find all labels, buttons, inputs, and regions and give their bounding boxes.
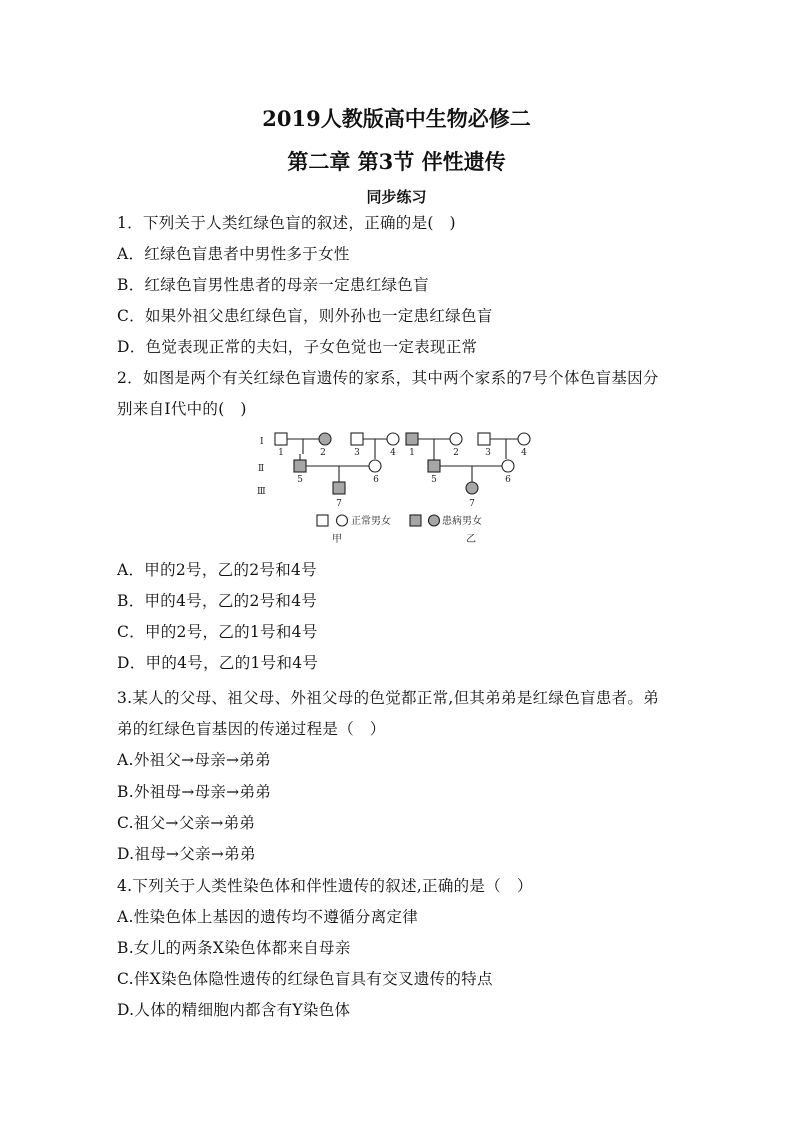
- individual-number: 5: [431, 475, 437, 485]
- question-3-stem-line-2: 弟的红绿色盲基因的传递过程是（ ）: [117, 720, 386, 738]
- section-title: 同步练习: [366, 188, 427, 206]
- male-affected-symbol: [333, 482, 345, 494]
- individual-number: 3: [354, 448, 360, 458]
- generation-label-3: Ⅲ: [257, 487, 266, 497]
- question-1-stem: 1．下列关于人类红绿色盲的叙述，正确的是( ): [117, 214, 456, 232]
- male-affected-symbol: [294, 460, 306, 472]
- question-1-option-b: B．红绿色盲男性患者的母亲一定患红绿色盲: [117, 276, 429, 294]
- family-b-label: 乙: [466, 534, 476, 545]
- question-3-option-b: B.外祖母→母亲→弟弟: [117, 783, 272, 801]
- question-3-option-d: D.祖母→父亲→弟弟: [117, 845, 256, 863]
- generation-label-2: Ⅱ: [258, 464, 265, 474]
- family-a-label: 甲: [332, 534, 342, 545]
- individual-number: 5: [297, 475, 303, 485]
- individual-number: 2: [453, 448, 459, 458]
- male-normal-symbol: [351, 433, 363, 445]
- question-3-option-a: A.外祖父→母亲→弟弟: [117, 751, 271, 769]
- individual-number: 7: [469, 499, 475, 509]
- male-normal-symbol: [275, 433, 287, 445]
- individual-number: 1: [409, 448, 415, 458]
- legend-affected-female-symbol: [429, 515, 440, 526]
- individual-number: 4: [390, 448, 396, 458]
- question-2-option-a: A．甲的2号，乙的2号和4号: [117, 561, 317, 579]
- legend-affected-label: 患病男女: [442, 516, 482, 527]
- chapter-title: 第二章 第3节 伴性遗传: [287, 149, 506, 174]
- individual-number: 2: [320, 448, 326, 458]
- legend-normal-female-symbol: [337, 515, 348, 526]
- question-1-option-d: D．色觉表现正常的夫妇，子女色觉也一定表现正常: [117, 338, 478, 356]
- question-1-option-c: C．如果外祖父患红绿色盲，则外孙也一定患红绿色盲: [117, 307, 493, 325]
- question-2-option-d: D．甲的4号，乙的1号和4号: [117, 654, 319, 672]
- question-2-stem-line-1: 2．如图是两个有关红绿色盲遗传的家系，其中两个家系的7号个体色盲基因分: [117, 369, 659, 387]
- question-2-option-c: C．甲的2号，乙的1号和4号: [117, 623, 318, 641]
- female-normal-symbol: [450, 433, 462, 445]
- document-title: 2019人教版高中生物必修二: [262, 106, 531, 131]
- legend-affected-male-symbol: [410, 515, 421, 526]
- question-1-option-a: A．红绿色盲患者中男性多于女性: [117, 245, 350, 263]
- individual-number: 6: [505, 475, 511, 485]
- male-affected-symbol: [406, 433, 418, 445]
- pedigree-figure: [250, 428, 550, 550]
- female-affected-symbol: [466, 482, 478, 494]
- male-normal-symbol: [478, 433, 490, 445]
- female-normal-symbol: [369, 460, 381, 472]
- question-2-stem-line-2: 别来自Ⅰ代中的( ): [117, 400, 247, 418]
- individual-number: 7: [336, 499, 342, 509]
- question-2-option-b: B．甲的4号，乙的2号和4号: [117, 592, 318, 610]
- individual-number: 6: [373, 475, 379, 485]
- female-normal-symbol: [387, 433, 399, 445]
- question-4-stem: 4.下列关于人类性染色体和伴性遗传的叙述,正确的是（ ）: [117, 877, 533, 895]
- question-4-option-b: B.女儿的两条X染色体都来自母亲: [117, 939, 351, 957]
- question-3-option-c: C.祖父→父亲→弟弟: [117, 814, 256, 832]
- individual-number: 3: [485, 448, 491, 458]
- question-3-stem-line-1: 3.某人的父母、祖父母、外祖父母的色觉都正常,但其弟弟是红绿色盲患者。弟: [117, 689, 660, 707]
- legend-normal-male-symbol: [317, 515, 328, 526]
- question-4-option-a: A.性染色体上基因的遗传均不遵循分离定律: [117, 908, 419, 926]
- female-affected-symbol: [319, 433, 331, 445]
- question-4-option-c: C.伴X染色体隐性遗传的红绿色盲具有交叉遗传的特点: [117, 970, 493, 988]
- individual-number: 1: [278, 448, 284, 458]
- individual-number: 4: [521, 448, 527, 458]
- female-normal-symbol: [518, 433, 530, 445]
- female-normal-symbol: [502, 460, 514, 472]
- question-4-option-d: D.人体的精细胞内都含有Y染色体: [117, 1001, 351, 1019]
- generation-label-1: Ⅰ: [260, 437, 264, 447]
- male-affected-symbol: [428, 460, 440, 472]
- legend-normal-label: 正常男女: [351, 516, 391, 527]
